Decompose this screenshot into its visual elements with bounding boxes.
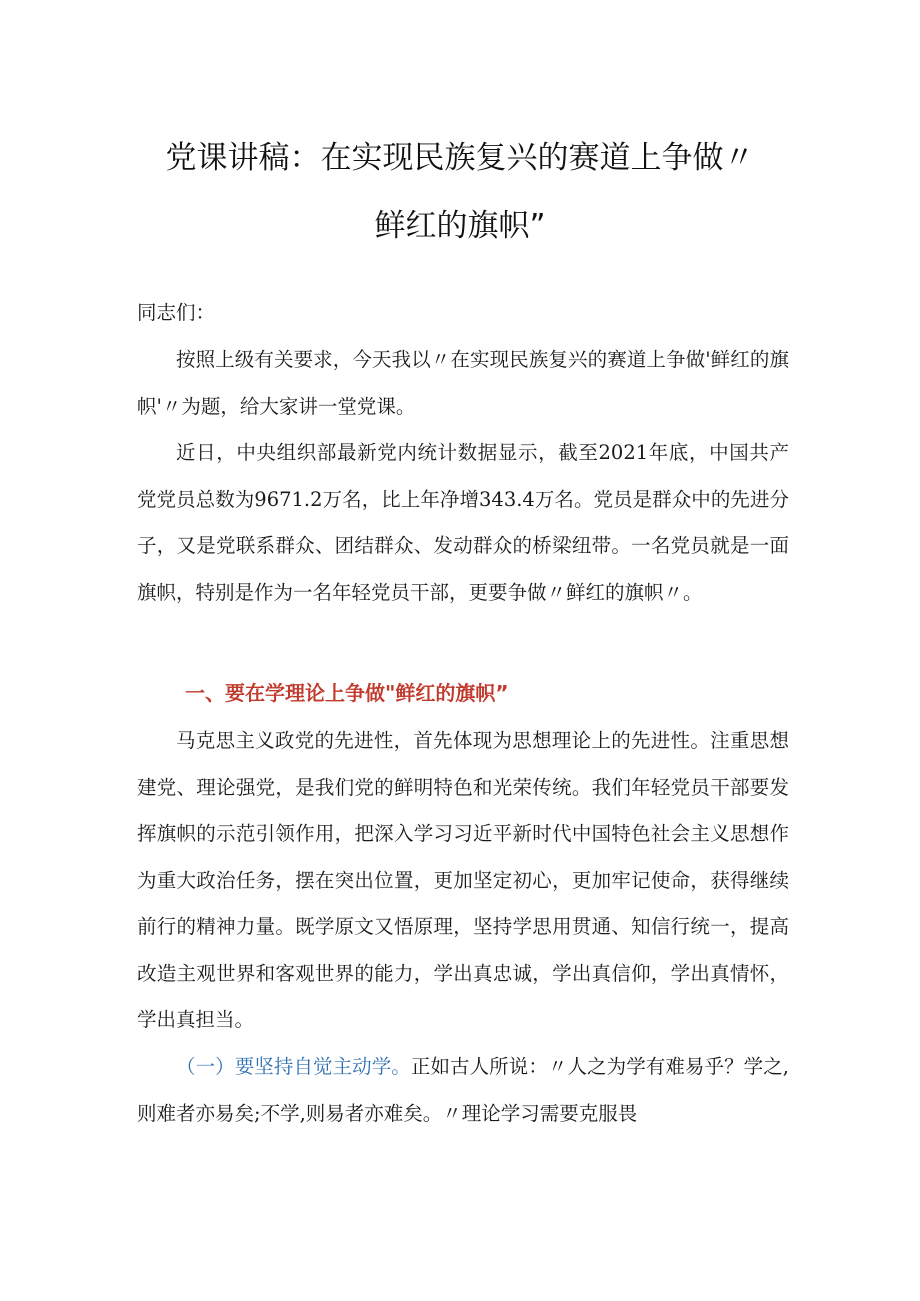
document-title-line-1: 党课讲稿：在实现民族复兴的赛道上争做〃 [165, 140, 755, 176]
paragraph-study-text: 正如古人所说：〃人之为学有难易乎？学之,则难者亦易矣;不学,则易者亦难矣。〃理论学习需要克服畏 [137, 1055, 789, 1125]
section-heading-1: 一、要在学理论上争做"鲜红的旗帜” [185, 681, 509, 705]
subsection-heading-1: （一）要坚持自觉主动学。 [176, 1055, 411, 1078]
document-title-line-2: 鲜红的旗帜” [374, 208, 546, 244]
salutation: 同志们： [137, 301, 216, 324]
paragraph-intro: 按照上级有关要求，今天我以〃在实现民族复兴的赛道上争做'鲜红的旗帜'〃为题，给大家讲一堂党课。 [137, 348, 789, 418]
paragraph-study [137, 1044, 789, 1137]
paragraph-statistics: 近日，中央组织部最新党内统计数据显示，截至2021年底，中国共产党党员总数为9671.2万名，比上年净增343.4万名。党员是群众中的先进分子，又是党联系群众、团结群众、发动群众的桥梁纽带。一名党员就是一面旗帜，特别是作为一名年轻党员干部，更要争做〃鲜红的旗帜〃。 [137, 441, 789, 604]
paragraph-theory: 马克思主义政党的先进性，首先体现为思想理论上的先进性。注重思想建党、理论强党，是我们党的鲜明特色和光荣传统。我们年轻党员干部要发挥旗帜的示范引领作用，把深入学习习近平新时代中国特色社会主义思想作为重大政治任务，摆在突出位置，更加坚定初心，更加牢记使命，获得继续前行的精神力量。既学原文又悟原理，坚持学思用贯通、知信行统一，提高改造主观世界和客观世界的能力，学出真忠诚，学出真信仰，学出真情怀，学出真担当。 [137, 729, 789, 1031]
